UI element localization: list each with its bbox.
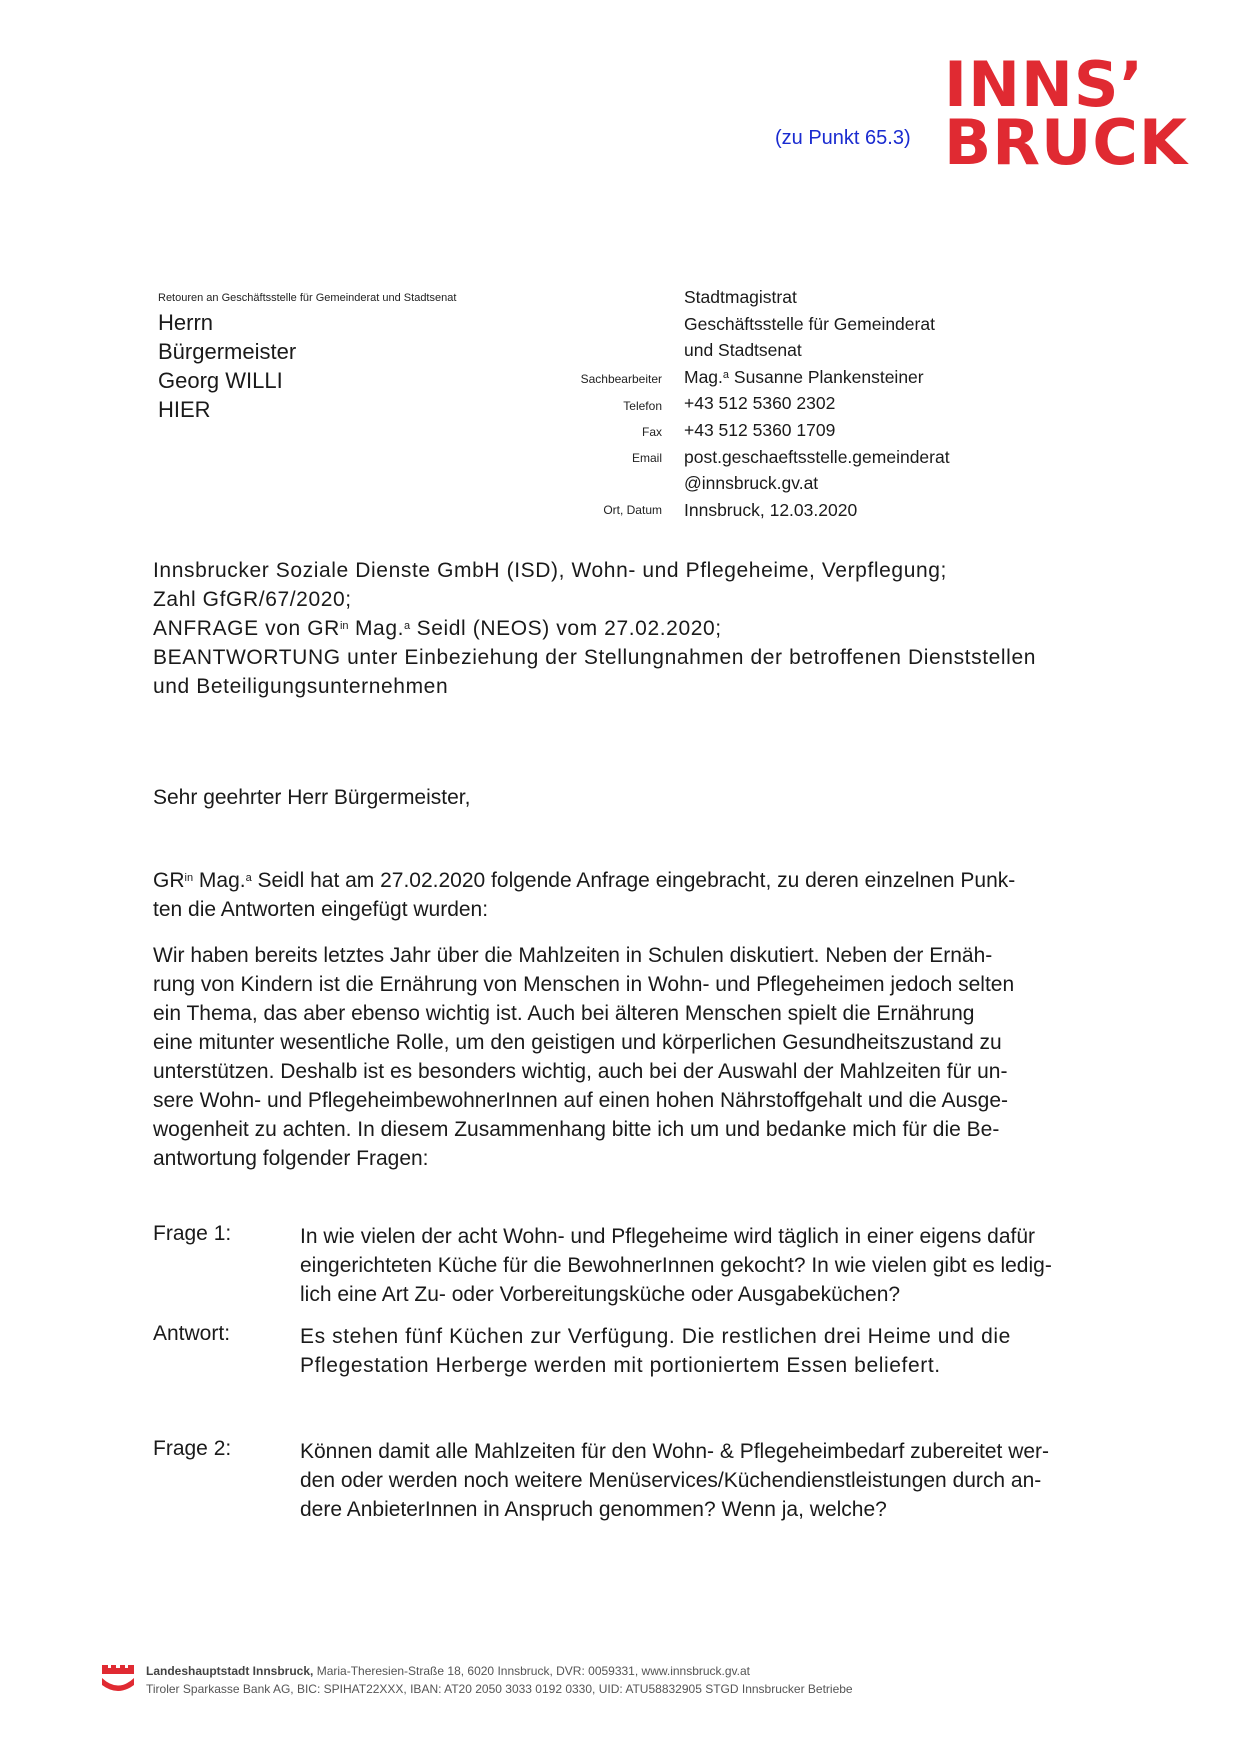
city-coat-of-arms-icon [100,1663,136,1693]
email-address-line1: post.geschaeftsstelle.gemeinderat [684,446,950,467]
footer-line-2: Tiroler Sparkasse Bank AG, BIC: SPIHAT22XXX, IBAN: AT20 2050 3033 0192 0330, UID: ATU58832905 STGD Innsbrucker Betriebe [146,1682,853,1696]
phone-number: +43 512 5360 2302 [684,393,836,414]
subject-block [153,556,1036,701]
question-1-text [300,1222,1130,1309]
date-label: Ort, Datum [603,503,662,517]
question-line: lich eine Art Zu- oder Vorbereitungsküche oder Ausgabeküchen? [300,1283,901,1306]
inquiry-line: sere Wohn- und PflegeheimbewohnerInnen auf einen hohen Nährstoffgehalt und die Ausge- [153,1089,1009,1112]
sender-line: Geschäftsstelle für Gemeinderat [684,313,935,334]
answer-1-text [300,1322,1130,1380]
subject-line: Innsbrucker Soziale Dienste GmbH (ISD), Wohn- und Pflegeheime, Verpflegung; [153,559,947,582]
question-2-label: Frage 2: [153,1437,232,1460]
inquiry-line: antwortung folgender Fragen: [153,1147,429,1170]
clerk-name: Mag.$^a$ Susanne Plankensteiner [684,366,924,387]
innsbruck-logo [944,48,1189,179]
reference-note: (zu Punkt 65.3) [775,127,911,149]
subject-line: Zahl GfGR/67/2020; [153,588,352,611]
footer [146,1662,853,1698]
recipient-line: Georg WILLI [158,368,283,393]
sender-contact [684,284,950,523]
intro-line: ten die Antworten eingefügt wurden: [153,898,489,921]
greeting: Sehr geehrter Herr Bürgermeister, [153,786,471,809]
answer-1-label: Antwort: [153,1322,231,1345]
answer-line: Pflegestation Herberge werden mit portioniertem Essen beliefert. [300,1354,941,1377]
recipient-line: HIER [158,397,211,422]
clerk-label: Sachbearbeiter [580,372,662,386]
logo-line-2: BRUCK [944,106,1188,179]
inquiry-line: Wir haben bereits letztes Jahr über die Mahlzeiten in Schulen diskutiert. Neben der Ernäh- [153,944,993,967]
recipient-address [158,308,296,424]
phone-label: Telefon [623,399,662,413]
answer-line: Es stehen fünf Küchen zur Verfügung. Die restlichen drei Heime und die [300,1325,1011,1348]
fax-number: +43 512 5360 1709 [684,419,836,440]
email-label: Email [631,451,662,465]
footer-line-1: Landeshauptstadt Innsbruck, Maria-Theresien-Straße 18, 6020 Innsbruck, DVR: 0059331, www.innsbruck.gv.at [146,1664,751,1678]
inquiry-line: ein Thema, das aber ebenso wichtig ist. Auch bei älteren Menschen spielt die Ernährung [153,1002,975,1025]
subject-line: BEANTWORTUNG unter Einbeziehung der Stellungnahmen der betroffenen Dienststellen [153,646,1037,669]
subject-line: ANFRAGE von $GR^{in}$ Mag.$^a$ Seidl (NEOS) vom 27.02.2020; [153,617,722,640]
question-2-text [300,1437,1130,1524]
intro-line: $GR^{in}$ Mag.$^a$ Seidl hat am 27.02.2020 folgende Anfrage eingebracht, zu deren einzelnen Punk- [153,869,1016,892]
sender-line: Stadtmagistrat [684,287,797,307]
question-line: Können damit alle Mahlzeiten für den Wohn- & Pflegeheimbedarf zubereitet wer- [300,1440,1050,1463]
inquiry-line: wogenheit zu achten. In diesem Zusammenhang bitte ich um und bedanke mich für die Be- [153,1118,1000,1141]
subject-line: und Beteiligungsunternehmen [153,675,449,698]
place-date: Innsbruck, 12.03.2020 [684,499,858,520]
question-line: In wie vielen der acht Wohn- und Pflegeheime wird täglich in einer eigens dafür [300,1225,1036,1248]
recipient-line: Bürgermeister [158,339,297,364]
inquiry-line: eine mitunter wesentliche Rolle, um den geistigen und körperlichen Gesundheitszustand zu [153,1031,1002,1054]
intro-paragraph [153,866,1125,924]
fax-label: Fax [641,425,662,439]
recipient-line: Herrn [158,310,214,335]
sender-line: und Stadtsenat [684,340,802,361]
inquiry-line: rung von Kindern ist die Ernährung von Menschen in Wohn- und Pflegeheimen jedoch selten [153,973,1015,996]
logo-line-1: INNS’ [944,48,1145,121]
returns-note: Retouren an Geschäftsstelle für Gemeinderat und Stadtsenat [158,292,457,304]
inquiry-paragraph [153,941,1125,1173]
email-address-line2: @innsbruck.gv.at [684,473,819,494]
inquiry-line: unterstützen. Deshalb ist es besonders wichtig, auch bei der Auswahl der Mahlzeiten für un- [153,1060,1008,1083]
question-line: dere AnbieterInnen in Anspruch genommen? Wenn ja, welche? [300,1498,887,1521]
question-line: den oder werden noch weitere Menüservices/Küchendienstleistungen durch an- [300,1469,1042,1492]
question-line: eingerichteten Küche für die BewohnerInnen gekocht? In wie vielen gibt es ledig- [300,1254,1052,1277]
question-1-label: Frage 1: [153,1222,232,1245]
